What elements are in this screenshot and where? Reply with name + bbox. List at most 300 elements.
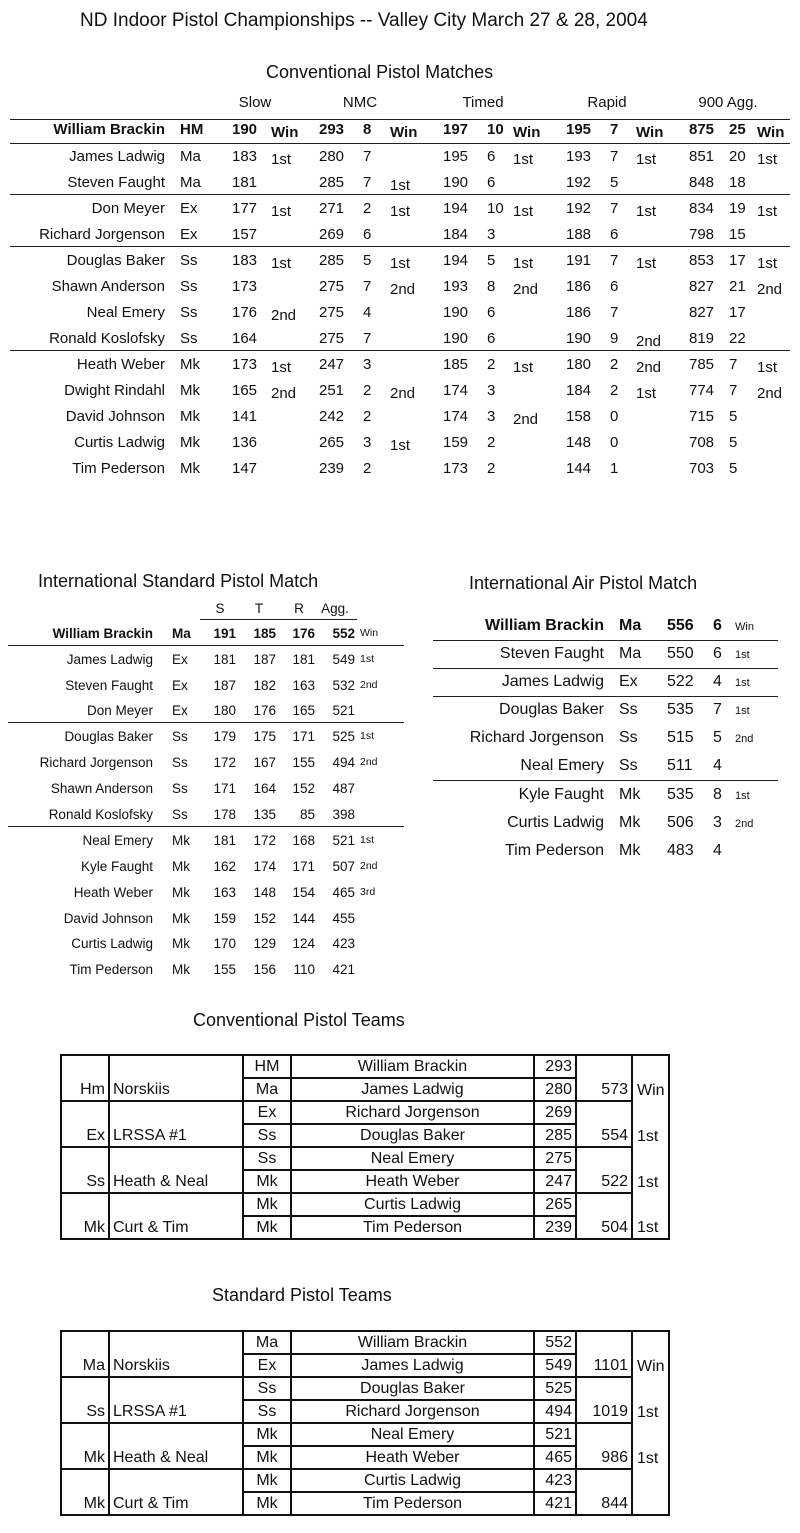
team-class: Mk (61, 1423, 109, 1469)
rapid-x: 0 (610, 408, 619, 425)
agg-score: 703 (689, 460, 715, 477)
shooter-name: Tim Pederson (505, 842, 604, 859)
agg-place: 1st (757, 255, 778, 272)
timed-x: 10 (487, 121, 504, 138)
member-score: 265 (534, 1193, 576, 1216)
shooter-name: David Johnson (63, 911, 153, 926)
member-class: Ex (243, 1354, 291, 1377)
shooter-name: Neal Emery (86, 304, 165, 321)
slow-place: 1st (271, 151, 292, 168)
agg-place: 2nd (757, 385, 783, 402)
timed-x: 3 (487, 382, 496, 399)
slow-score: 181 (213, 652, 236, 667)
timed-score: 185 (253, 626, 276, 641)
shooter-name: Richard Jorgenson (39, 755, 153, 770)
shooter-class: HM (180, 121, 204, 138)
timed-score: 187 (253, 652, 276, 667)
rapid-score: 165 (292, 703, 315, 718)
agg-x: 7 (729, 356, 738, 373)
rapid-score: 176 (292, 626, 315, 641)
shooter-class: Mk (172, 936, 190, 951)
agg-score: 423 (332, 936, 355, 951)
team-place: Win (637, 1082, 665, 1099)
shooter-class: Ss (619, 757, 638, 774)
rapid-x: 7 (610, 304, 619, 321)
score: 515 (667, 729, 694, 746)
shooter-name: William Brackin (484, 617, 604, 634)
slow-score: 183 (232, 252, 258, 269)
member-class: Mk (243, 1193, 291, 1216)
agg-x: 7 (729, 382, 738, 399)
rapid-score: 144 (292, 911, 315, 926)
timed-score: 190 (443, 330, 469, 347)
slow-place: 2nd (271, 385, 297, 402)
rapid-score: 158 (566, 408, 592, 425)
team-place: 1st (637, 1128, 659, 1145)
agg-x: 18 (729, 174, 746, 191)
shooter-name: Heath Weber (76, 356, 165, 373)
nmc-x: 5 (363, 252, 372, 269)
agg-place: 2nd (757, 281, 783, 298)
nmc-score: 265 (319, 434, 345, 451)
agg-x: 5 (729, 434, 738, 451)
x-count: 6 (713, 645, 722, 662)
team-table (60, 1054, 670, 1240)
timed-score: 174 (253, 859, 276, 874)
rapid-score: 180 (566, 356, 592, 373)
shooter-name: Neal Emery (82, 833, 153, 848)
x-count: 4 (713, 842, 722, 859)
nmc-x: 2 (363, 200, 372, 217)
shooter-class: Ex (172, 703, 188, 718)
agg-score: 774 (689, 382, 715, 399)
shooter-name: Don Meyer (86, 703, 153, 718)
shooter-class: Ss (172, 729, 188, 744)
shooter-class: Mk (180, 460, 200, 477)
rapid-x: 2 (610, 356, 619, 373)
team-total: 504 (576, 1193, 632, 1239)
slow-place: Win (271, 124, 299, 141)
place: 1st (735, 677, 750, 689)
member-class: Mk (243, 1492, 291, 1515)
agg-x: 17 (729, 304, 746, 321)
agg-score: 853 (689, 252, 715, 269)
member-score: 239 (534, 1216, 576, 1239)
timed-place: 2nd (513, 281, 539, 298)
place: 2nd (735, 733, 754, 745)
timed-score: 190 (443, 304, 469, 321)
team-class: Ss (61, 1377, 109, 1423)
rapid-x: 6 (610, 226, 619, 243)
rapid-score: 186 (566, 278, 592, 295)
timed-score: 175 (253, 729, 276, 744)
agg-score: 465 (332, 885, 355, 900)
place: 1st (735, 790, 750, 802)
shooter-class: Ss (180, 304, 198, 321)
timed-place: 2nd (513, 411, 539, 428)
member-class: Mk (243, 1446, 291, 1469)
score: 506 (667, 814, 694, 831)
rapid-score: 154 (292, 885, 315, 900)
agg-score: 834 (689, 200, 715, 217)
shooter-name: Neal Emery (520, 757, 604, 774)
member-class: Ss (243, 1124, 291, 1147)
team-total: 1101 (576, 1331, 632, 1377)
row-divider (433, 640, 778, 641)
timed-score: 173 (443, 460, 469, 477)
agg-score: 552 (332, 626, 355, 641)
member-score: 280 (534, 1078, 576, 1101)
shooter-class: Ss (180, 252, 198, 269)
shooter-name: James Ladwig (501, 673, 604, 690)
team-name: Heath & Neal (109, 1423, 243, 1469)
shooter-class: Mk (172, 885, 190, 900)
member-class: Mk (243, 1423, 291, 1446)
agg-x: 17 (729, 252, 746, 269)
member-score: 494 (534, 1400, 576, 1423)
x-count: 8 (713, 786, 722, 803)
rapid-place: 1st (636, 203, 657, 220)
shooter-name: David Johnson (65, 408, 165, 425)
timed-score: 159 (443, 434, 469, 451)
rapid-score: 186 (566, 304, 592, 321)
team-name: Norskiis (109, 1055, 243, 1101)
slow-place: 1st (271, 359, 292, 376)
member-class: Ss (243, 1377, 291, 1400)
team-name: LRSSA #1 (109, 1377, 243, 1423)
nmc-x: 6 (363, 226, 372, 243)
timed-score: 194 (443, 200, 469, 217)
slow-score: 141 (232, 408, 258, 425)
member-name: Tim Pederson (291, 1492, 534, 1515)
nmc-score: 285 (319, 174, 345, 191)
place: Win (735, 621, 754, 633)
shooter-name: Heath Weber (73, 885, 153, 900)
member-class: Ma (243, 1078, 291, 1101)
agg-x: 22 (729, 330, 746, 347)
shooter-name: Kyle Faught (518, 786, 604, 803)
member-score: 247 (534, 1170, 576, 1193)
header-divider (10, 119, 790, 120)
team-total: 986 (576, 1423, 632, 1469)
shooter-class: Mk (180, 434, 200, 451)
place: Win (360, 627, 379, 639)
rapid-score: 190 (566, 330, 592, 347)
team-table (60, 1330, 670, 1516)
slow-place: 1st (271, 255, 292, 272)
timed-score: 185 (443, 356, 469, 373)
member-name: Tim Pederson (291, 1216, 534, 1239)
rapid-score: 124 (292, 936, 315, 951)
shooter-name: Kyle Faught (80, 859, 153, 874)
shooter-name: Curtis Ladwig (507, 814, 604, 831)
rapid-score: 85 (299, 807, 315, 822)
team-class: Ss (61, 1147, 109, 1193)
row-divider (433, 668, 778, 669)
shooter-class: Ma (619, 645, 642, 662)
shooter-name: Dwight Rindahl (64, 382, 165, 399)
column-header: S (215, 601, 225, 616)
member-score: 293 (534, 1055, 576, 1078)
shooter-class: Mk (172, 859, 190, 874)
nmc-x: 3 (363, 356, 372, 373)
slow-score: 163 (213, 885, 236, 900)
nmc-score: 280 (319, 148, 345, 165)
shooter-name: Tim Pederson (69, 962, 153, 977)
shooter-class: Ma (619, 617, 642, 634)
timed-score: 176 (253, 703, 276, 718)
slow-score: 183 (232, 148, 258, 165)
shooter-name: Don Meyer (91, 200, 165, 217)
agg-score: 525 (332, 729, 355, 744)
slow-score: 164 (232, 330, 258, 347)
agg-x: 21 (729, 278, 746, 295)
rapid-score: 163 (292, 678, 315, 693)
shooter-name: Steven Faught (499, 645, 604, 662)
shooter-name: William Brackin (53, 121, 165, 138)
slow-score: 171 (213, 781, 236, 796)
score: 535 (667, 786, 694, 803)
team-name: Curt & Tim (109, 1193, 243, 1239)
team-class: Ex (61, 1101, 109, 1147)
shooter-class: Mk (180, 408, 200, 425)
place: 1st (360, 730, 375, 742)
member-name: Neal Emery (291, 1147, 534, 1170)
shooter-class: Ss (172, 781, 188, 796)
rapid-score: 168 (292, 833, 315, 848)
rapid-x: 7 (610, 200, 619, 217)
slow-score: 159 (213, 911, 236, 926)
team-member-row (61, 1147, 669, 1170)
team-class: Mk (61, 1193, 109, 1239)
shooter-name: Tim Pederson (72, 460, 165, 477)
member-name: Richard Jorgenson (291, 1101, 534, 1124)
shooter-class: Mk (172, 962, 190, 977)
shooter-class: Mk (172, 833, 190, 848)
score: 535 (667, 701, 694, 718)
rapid-score: 144 (566, 460, 592, 477)
agg-score: 715 (689, 408, 715, 425)
team-member-row (61, 1331, 669, 1354)
rapid-place: 1st (636, 385, 657, 402)
rapid-score: 184 (566, 382, 592, 399)
agg-place: 1st (757, 203, 778, 220)
rapid-x: 9 (610, 330, 619, 347)
timed-x: 2 (487, 434, 496, 451)
timed-x: 2 (487, 460, 496, 477)
rapid-x: 5 (610, 174, 619, 191)
timed-x: 3 (487, 408, 496, 425)
team-member-row (61, 1193, 669, 1216)
slow-score: 191 (213, 626, 236, 641)
timed-score: 190 (443, 174, 469, 191)
team-place: 1st (637, 1404, 659, 1421)
shooter-class: Ma (172, 626, 191, 641)
member-score: 521 (534, 1423, 576, 1446)
nmc-x: 2 (363, 382, 372, 399)
timed-place: Win (513, 124, 541, 141)
rapid-score: 155 (292, 755, 315, 770)
agg-score: 494 (332, 755, 355, 770)
agg-score: 819 (689, 330, 715, 347)
nmc-place: 2nd (390, 281, 416, 298)
column-header: Timed (462, 94, 504, 111)
team-name: Norskiis (109, 1331, 243, 1377)
timed-score: 184 (443, 226, 469, 243)
member-class: Ss (243, 1400, 291, 1423)
rapid-x: 6 (610, 278, 619, 295)
timed-score: 195 (443, 148, 469, 165)
slow-score: 155 (213, 962, 236, 977)
rapid-x: 7 (610, 252, 619, 269)
shooter-class: Ma (180, 174, 201, 191)
agg-score: 398 (332, 807, 355, 822)
header-underline (200, 619, 357, 620)
member-class: Ma (243, 1331, 291, 1354)
agg-x: 25 (729, 121, 746, 138)
rapid-place: 1st (636, 255, 657, 272)
page-title: ND Indoor Pistol Championships -- Valley City March 27 & 28, 2004 (80, 10, 648, 31)
team-member-row (61, 1469, 669, 1492)
shooter-class: Ss (180, 278, 198, 295)
nmc-score: 251 (319, 382, 345, 399)
score: 522 (667, 673, 694, 690)
shooter-name: Shawn Anderson (50, 781, 153, 796)
timed-score: 172 (253, 833, 276, 848)
slow-score: 181 (232, 174, 258, 191)
rapid-score: 171 (292, 729, 315, 744)
timed-score: 148 (253, 885, 276, 900)
member-score: 465 (534, 1446, 576, 1469)
agg-score: 521 (332, 703, 355, 718)
member-name: William Brackin (291, 1055, 534, 1078)
slow-score: 180 (213, 703, 236, 718)
column-header: Agg. (321, 601, 349, 616)
score: 550 (667, 645, 694, 662)
agg-score: 827 (689, 278, 715, 295)
agg-score: 875 (689, 121, 715, 138)
nmc-place: 1st (390, 203, 411, 220)
team-place (632, 1469, 669, 1515)
agg-score: 851 (689, 148, 715, 165)
member-score: 525 (534, 1377, 576, 1400)
rapid-score: 191 (566, 252, 592, 269)
nmc-x: 7 (363, 278, 372, 295)
member-name: Heath Weber (291, 1446, 534, 1469)
row-divider (10, 194, 790, 195)
slow-place: 1st (271, 203, 292, 220)
slow-score: 172 (213, 755, 236, 770)
slow-score: 173 (232, 356, 258, 373)
rapid-score: 188 (566, 226, 592, 243)
member-name: Douglas Baker (291, 1124, 534, 1147)
place: 1st (735, 705, 750, 717)
slow-score: 181 (213, 833, 236, 848)
rapid-score: 192 (566, 200, 592, 217)
timed-x: 6 (487, 304, 496, 321)
shooter-name: James Ladwig (69, 148, 165, 165)
shooter-class: Ex (180, 226, 198, 243)
agg-place: Win (757, 124, 785, 141)
rapid-score: 110 (293, 962, 315, 977)
place: 2nd (360, 679, 378, 691)
nmc-x: 2 (363, 460, 372, 477)
nmc-place: 2nd (390, 385, 416, 402)
rapid-place: 2nd (636, 359, 662, 376)
member-score: 423 (534, 1469, 576, 1492)
place: 1st (735, 649, 750, 661)
conventional-heading: Conventional Pistol Matches (266, 62, 494, 82)
timed-score: 194 (443, 252, 469, 269)
slow-score: 178 (213, 807, 236, 822)
shooter-name: Curtis Ladwig (74, 434, 165, 451)
rapid-score: 193 (566, 148, 592, 165)
slow-score: 179 (213, 729, 236, 744)
slow-score: 162 (213, 859, 236, 874)
nmc-place: 1st (390, 177, 411, 194)
timed-place: 1st (513, 203, 534, 220)
agg-score: 549 (332, 652, 355, 667)
place: 2nd (735, 818, 754, 830)
nmc-place: 1st (390, 437, 411, 454)
slow-score: 187 (213, 678, 236, 693)
member-name: Richard Jorgenson (291, 1400, 534, 1423)
team-class: Hm (61, 1055, 109, 1101)
timed-x: 3 (487, 226, 496, 243)
rapid-x: 7 (610, 148, 619, 165)
member-score: 549 (534, 1354, 576, 1377)
shooter-class: Mk (180, 382, 200, 399)
agg-score: 798 (689, 226, 715, 243)
column-header: NMC (342, 94, 378, 111)
timed-score: 193 (443, 278, 469, 295)
score: 483 (667, 842, 694, 859)
shooter-name: Douglas Baker (66, 252, 165, 269)
shooter-name: Steven Faught (67, 174, 165, 191)
slow-score: 136 (232, 434, 258, 451)
shooter-name: Douglas Baker (499, 701, 604, 718)
agg-score: 507 (332, 859, 355, 874)
shooter-class: Ss (619, 701, 638, 718)
shooter-class: Ex (172, 678, 188, 693)
nmc-score: 275 (319, 304, 345, 321)
member-score: 552 (534, 1331, 576, 1354)
agg-score: 487 (332, 781, 355, 796)
timed-score: 174 (443, 382, 469, 399)
shooter-name: Shawn Anderson (51, 278, 165, 295)
team-total: 554 (576, 1101, 632, 1147)
nmc-score: 285 (319, 252, 345, 269)
shooter-name: William Brackin (52, 626, 153, 641)
shooter-class: Ex (180, 200, 198, 217)
timed-x: 2 (487, 356, 496, 373)
nmc-score: 271 (319, 200, 345, 217)
timed-score: 167 (253, 755, 276, 770)
nmc-x: 2 (363, 408, 372, 425)
agg-score: 455 (332, 911, 355, 926)
nmc-x: 7 (363, 148, 372, 165)
team-total: 844 (576, 1469, 632, 1515)
timed-score: 129 (253, 936, 276, 951)
member-score: 269 (534, 1101, 576, 1124)
shooter-class: Mk (172, 911, 190, 926)
agg-x: 15 (729, 226, 746, 243)
nmc-score: 269 (319, 226, 345, 243)
team-place: Win (637, 1358, 665, 1375)
timed-x: 5 (487, 252, 496, 269)
place: 3rd (360, 886, 376, 898)
agg-score: 785 (689, 356, 715, 373)
